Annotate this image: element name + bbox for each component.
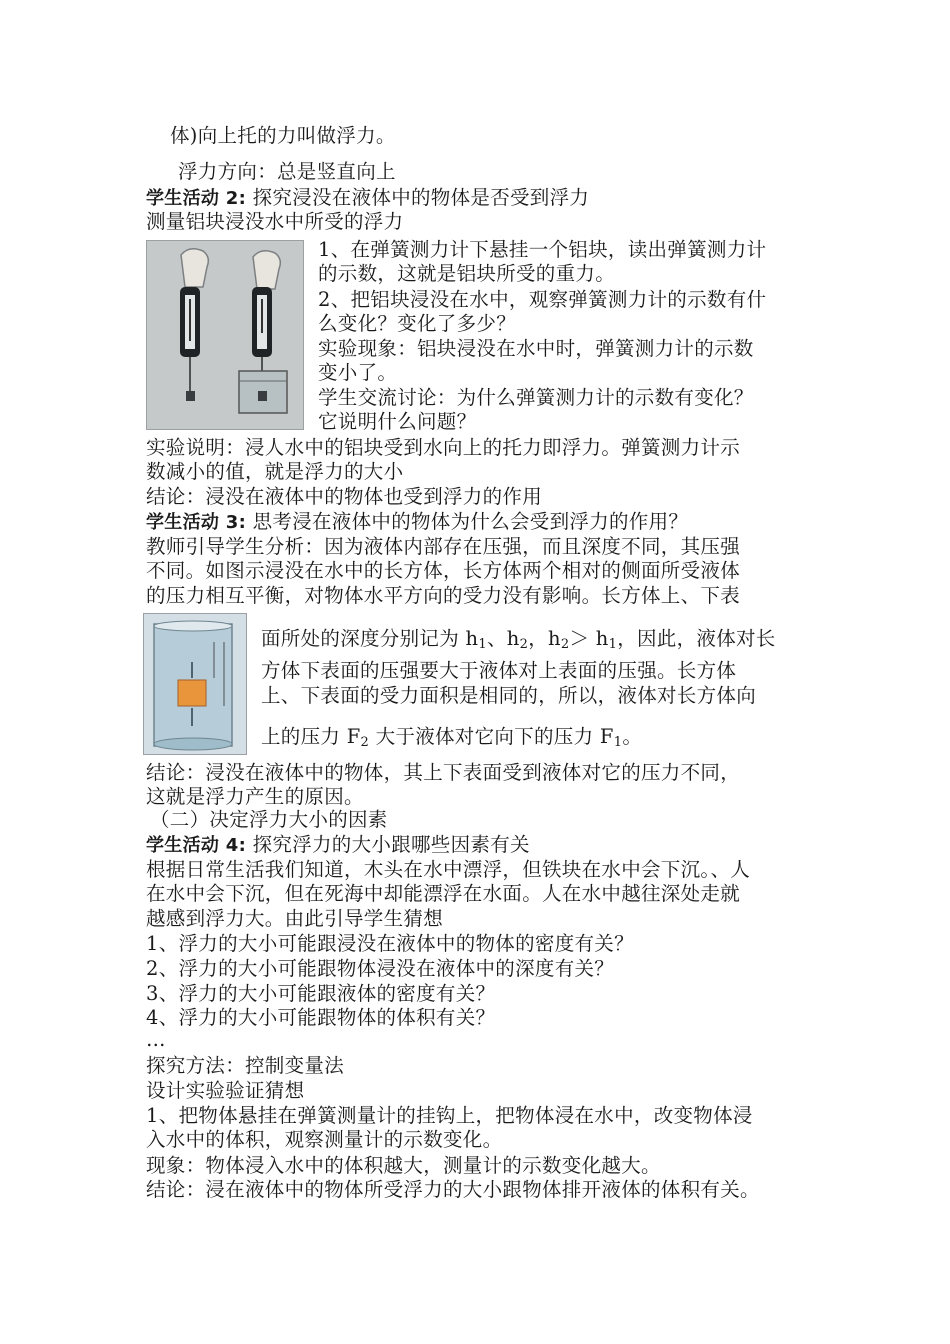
section-heading: （二）决定浮力大小的因素: [150, 808, 388, 831]
beaker-block-illustration: [144, 614, 246, 754]
spring-scale-illustration: [147, 241, 303, 429]
activity4-label: 学生活动 4:: [146, 835, 247, 856]
intro-line: 体)向上托的力叫做浮力。: [170, 124, 396, 147]
experiment-line: 入水中的体积，观察测量计的示数变化。: [146, 1128, 503, 1151]
design-line: 设计实验验证猜想: [146, 1079, 305, 1102]
activity4-body-line: 根据日常生活我们知道，木头在水中漂浮，但铁块在水中会下沉。、人: [146, 858, 751, 881]
activity2-conclusion: 结论：浸没在液体中的物体也受到浮力的作用: [146, 485, 543, 508]
activity2-step-line: 实验现象：铝块浸没在水中时，弹簧测力计的示数: [318, 337, 754, 360]
spring-scale-photo: [146, 240, 304, 430]
activity2-step-line: 2、把铝块浸没在水中，观察弹簧测力计的示数有什: [318, 288, 767, 311]
activity3-conclusion-line: 这就是浮力产生的原因。: [146, 785, 364, 808]
activity4-body-line: 越感到浮力大。由此引导学生猜想: [146, 907, 444, 930]
activity3-body-line: 的压力相互平衡，对物体水平方向的受力没有影响。长方体上、下表: [146, 584, 741, 607]
guess-item: 3、浮力的大小可能跟液体的密度有关？: [146, 982, 496, 1005]
activity3-side-line: 方体下表面的压强要大于液体对上表面的压强。长方体: [261, 659, 737, 682]
activity3-conclusion-line: 结论：浸没在液体中的物体，其上下表面受到液体对它的压力不同，: [146, 761, 741, 784]
method-line: 探究方法：控制变量法: [146, 1054, 345, 1077]
activity3-body-line: 不同。如图示浸没在水中的长方体，长方体两个相对的侧面所受液体: [146, 559, 741, 582]
activity2-step-line: 变小了。: [318, 361, 398, 384]
activity2-explain-line: 实验说明：浸人水中的铝块受到水向上的托力即浮力。弹簧测力计示: [146, 436, 741, 459]
activity2-heading: [146, 186, 589, 211]
activity4-title: 探究浮力的大小跟哪些因素有关: [252, 833, 530, 856]
submerged-block-diagram: [143, 613, 247, 755]
activity3-title: 思考浸在液体中的物体为什么会受到浮力的作用？: [252, 510, 689, 533]
activity2-label: 学生活动 2:: [146, 188, 247, 209]
ellipsis: …: [146, 1028, 166, 1051]
activity3-side-line: 上、下表面的受力面积是相同的，所以，液体对长方体向: [261, 684, 757, 707]
activity2-explain-line: 数减小的值，就是浮力的大小: [146, 460, 404, 483]
activity3-label: 学生活动 3:: [146, 512, 247, 533]
activity4-heading: [146, 833, 530, 858]
activity2-step-line: 的示数，这就是铝块所受的重力。: [318, 262, 616, 285]
guess-item: 4、浮力的大小可能跟物体的体积有关？: [146, 1006, 496, 1029]
activity2-step-line: 它说明什么问题？: [318, 410, 477, 433]
guess-item: 1、浮力的大小可能跟浸没在液体中的物体的密度有关？: [146, 932, 634, 955]
activity3-body-line: 教师引导学生分析：因为液体内部存在压强，而且深度不同，其压强: [146, 535, 741, 558]
activity2-title: 探究浸没在液体中的物体是否受到浮力: [252, 186, 590, 209]
guess-item: 2、浮力的大小可能跟物体浸没在液体中的深度有关？: [146, 957, 615, 980]
activity2-subtitle: 测量铝块浸没水中所受的浮力: [146, 210, 404, 233]
activity3-side-line: 上的压力 $F_2$ 大于液体对它向下的压力 $F_1$。: [261, 725, 643, 750]
activity2-step-line: 学生交流讨论：为什么弹簧测力计的示数有变化？: [318, 386, 754, 409]
activity3-side-line: 面所处的深度分别记为 $h_1$、$h_2$，$h_2> h_1$，因此，液体对长: [261, 627, 776, 652]
buoyancy-direction: 浮力方向：总是竖直向上: [178, 160, 396, 183]
activity4-conclusion: 结论：浸在液体中的物体所受浮力的大小跟物体排开液体的体积有关。: [146, 1178, 760, 1201]
activity2-step-line: 么变化？变化了多少？: [318, 312, 517, 335]
experiment-line: 1、把物体悬挂在弹簧测量计的挂钩上，把物体浸在水中，改变物体浸: [146, 1104, 753, 1127]
activity4-body-line: 在水中会下沉，但在死海中却能漂浮在水面。人在水中越往深处走就: [146, 882, 741, 905]
phenomenon-line: 现象：物体浸入水中的体积越大，测量计的示数变化越大。: [146, 1154, 661, 1177]
activity3-heading: [146, 510, 688, 535]
activity2-step-line: 1、在弹簧测力计下悬挂一个铝块，读出弹簧测力计: [318, 238, 767, 261]
